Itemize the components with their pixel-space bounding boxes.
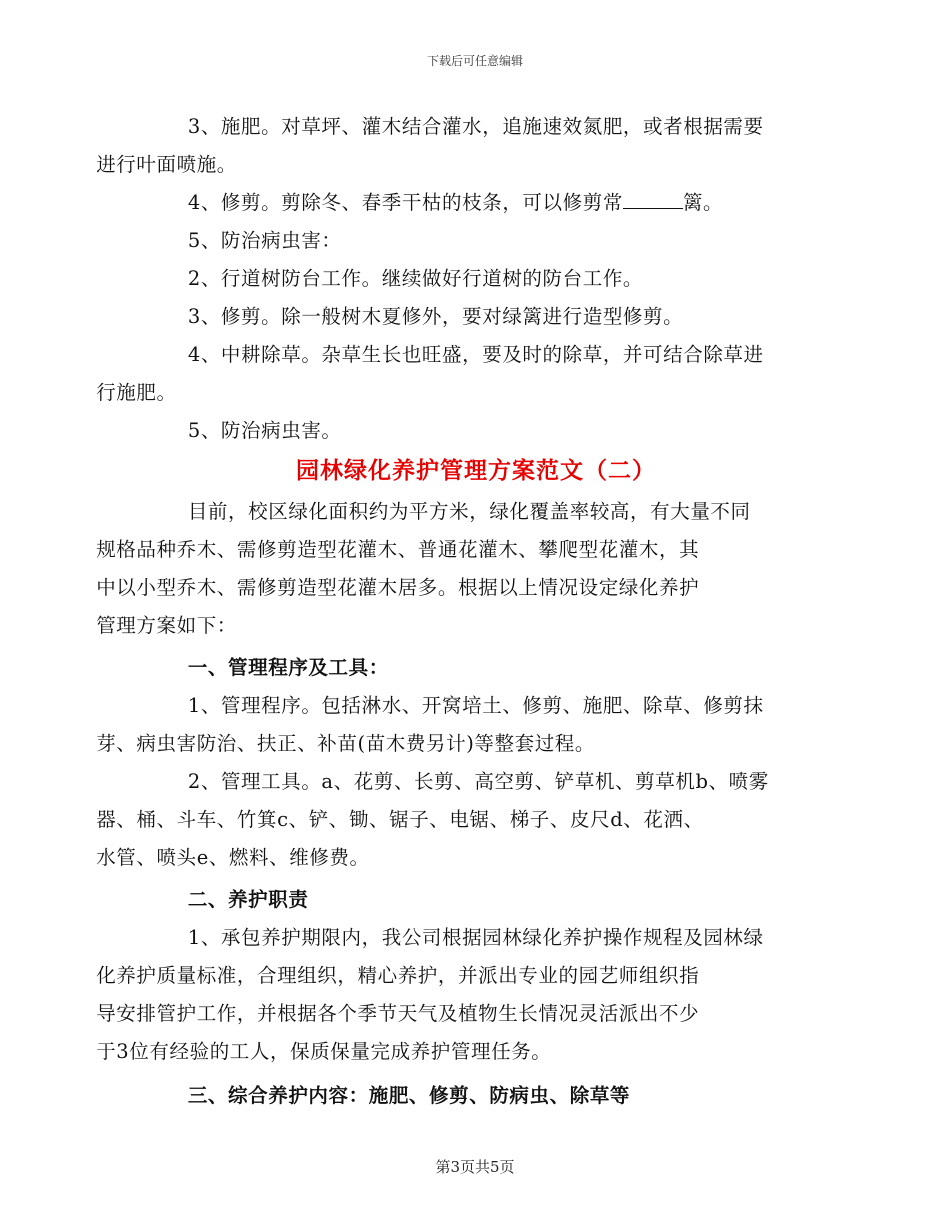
text-line: 水管、喷头e、燃料、维修费。 [96, 846, 370, 869]
section-title: 园林绿化养护管理方案范文（二） [296, 457, 656, 484]
heading-responsibilities: 二、养护职责 [187, 888, 309, 911]
paragraph-pest-control: 5、防治病虫害： [187, 229, 342, 252]
heading-management-tools: 一、管理程序及工具： [187, 656, 389, 679]
paragraph-shaping: 3、修剪。除一般树木夏修外，要对绿篱进行造型修剪。 [187, 305, 684, 328]
text-line: 1、承包养护期限内，我公司根据园林绿化养护操作规程及园林绿 [187, 926, 764, 949]
text-line: 中以小型乔木、需修剪造型花灌木居多。根据以上情况设定绿化养护 [96, 576, 700, 599]
text-line: 于3位有经验的工人，保质保量完成养护管理任务。 [96, 1040, 552, 1063]
text-line: 化养护质量标准，合理组织，精心养护，并派出专业的园艺师组织指 [96, 964, 700, 987]
text-line: 导安排管护工作，并根据各个季节天气及植物生长情况灵活派出不少 [96, 1002, 700, 1025]
text-segment: 篱。 [682, 191, 724, 214]
paragraph-prune [142, 184, 810, 222]
paragraph-weeding [96, 336, 810, 412]
paragraph-fertilize [96, 108, 810, 184]
paragraph-responsibilities [96, 919, 810, 1071]
text-line: 1、管理程序。包括淋水、开窝培土、修剪、施肥、除草、修剪抹 [187, 694, 764, 717]
page-header: 下载后可任意编辑 [426, 54, 523, 68]
text-line: 规格品种乔木、需修剪造型花灌木、普通花灌木、攀爬型花灌木，其 [96, 538, 700, 561]
text-line: 3、施肥。对草坪、灌木结合灌水，追施速效氮肥，或者根据需要 [187, 115, 764, 138]
text-line: 器、桶、斗车、竹箕c、铲、锄、锯子、电锯、梯子、皮尺d、花洒、 [96, 808, 704, 831]
paragraph-typhoon: 2、行道树防台工作。继续做好行道树的防台工作。 [187, 267, 644, 290]
paragraph-intro [96, 493, 810, 645]
text-line: 4、中耕除草。杂草生长也旺盛，要及时的除草，并可结合除草进 [187, 343, 764, 366]
paragraph-management-tools [96, 763, 810, 877]
text-segment: 4、修剪。剪除冬、春季干枯的枝条，可以修剪常 [187, 191, 623, 214]
document-body [96, 108, 810, 1115]
text-line: 进行叶面喷施。 [96, 153, 237, 176]
text-line: 目前，校区绿化面积约为平方米，绿化覆盖率较高，有大量不同 [187, 500, 751, 523]
heading-maintenance-content: 三、综合养护内容：施肥、修剪、防病虫、除草等 [187, 1084, 631, 1107]
text-line: 芽、病虫害防治、扶正、补苗(苗木费另计)等整套过程。 [96, 732, 596, 755]
page-footer: 第3页共5页 [435, 1158, 515, 1176]
paragraph-management-procedure [96, 687, 810, 763]
text-line: 2、管理工具。a、花剪、长剪、高空剪、铲草机、剪草机b、喷雾 [187, 770, 769, 793]
text-line: 行施肥。 [96, 381, 177, 404]
text-line: 管理方案如下： [96, 614, 237, 637]
paragraph-pest-control-2: 5、防治病虫害。 [187, 419, 342, 442]
fill-blank [623, 207, 683, 209]
